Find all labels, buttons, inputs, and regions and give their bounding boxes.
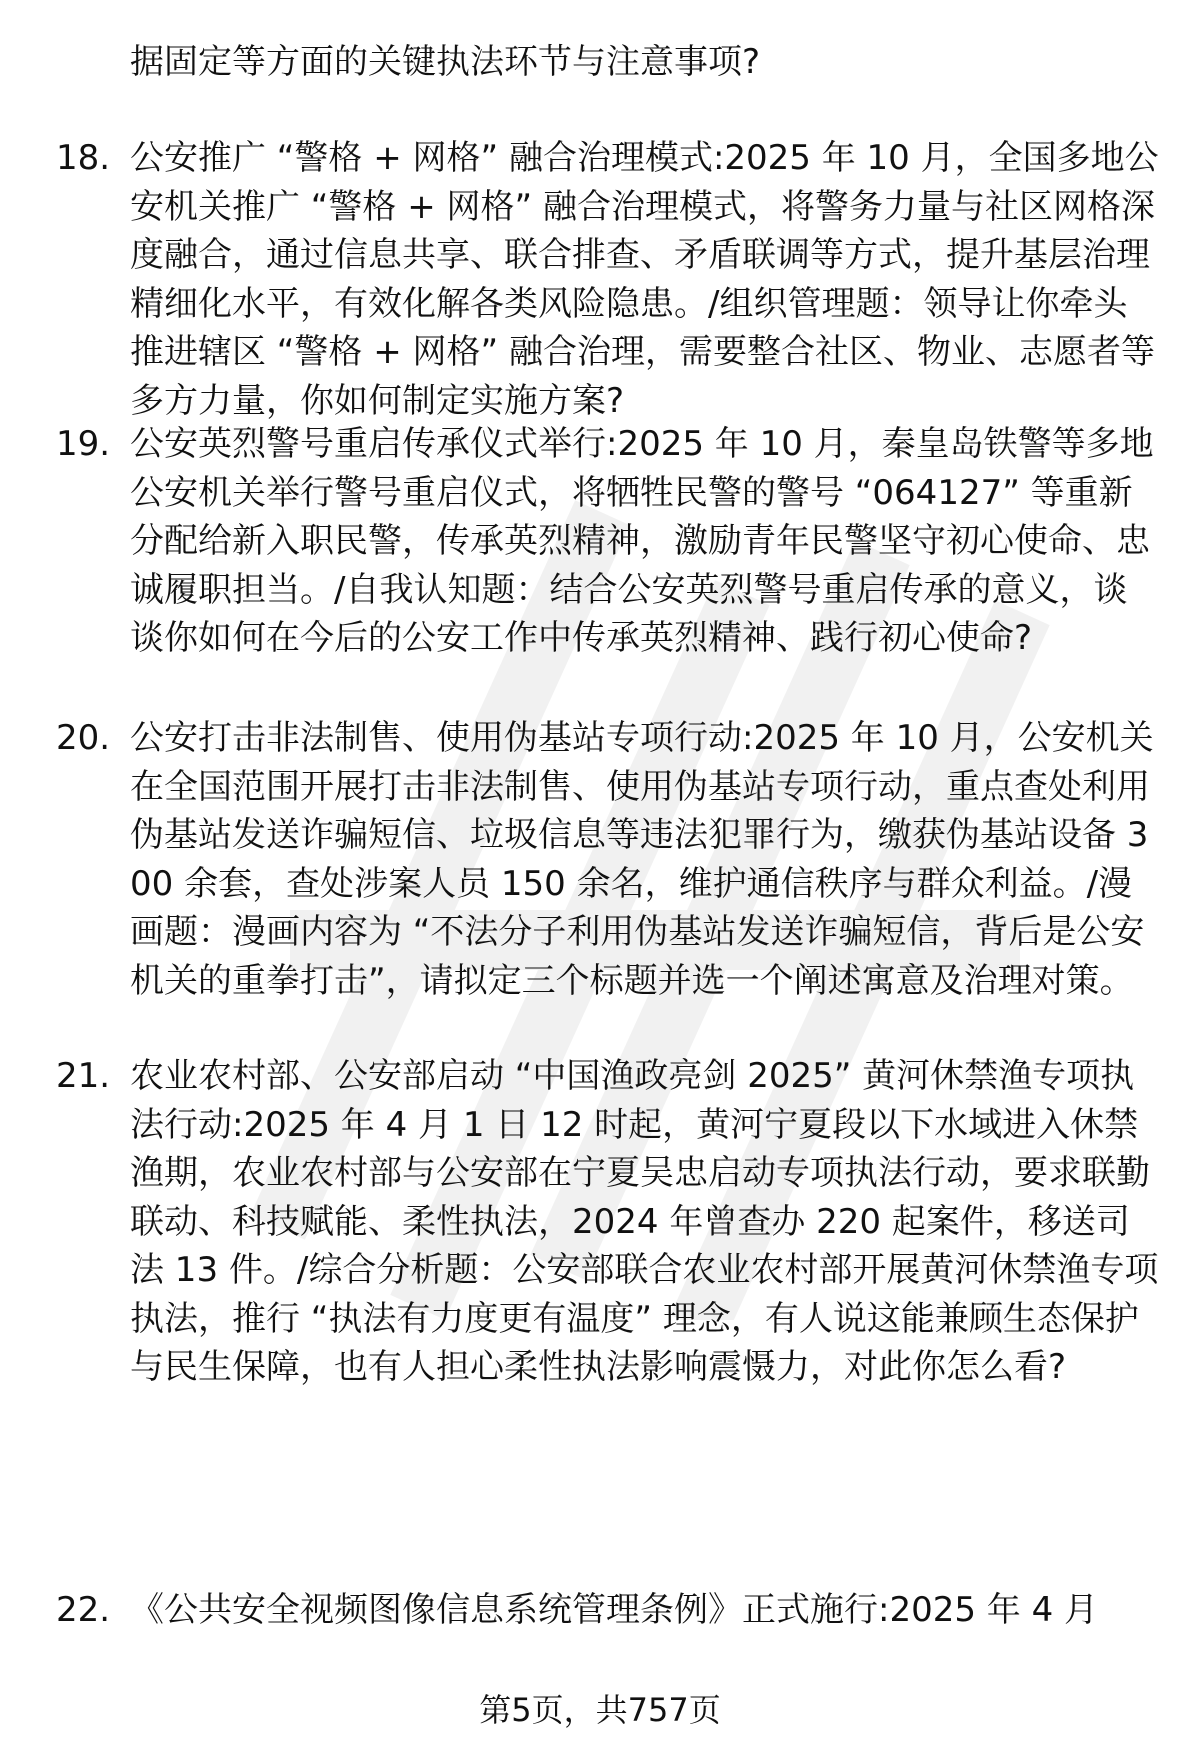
item-number: 22. (56, 1590, 111, 1630)
item-text: 《公共安全视频图像信息系统管理条例》正式施行:2025 年 4 月 (130, 1590, 1099, 1630)
page-footer: 第5页，共757页 (479, 1691, 721, 1729)
item-number: 20. (56, 718, 111, 758)
continued-question-text: 据固定等方面的关键执法环节与注意事项? (130, 42, 761, 82)
item-number: 19. (56, 424, 111, 464)
item-number: 18. (56, 138, 111, 178)
item-number: 21. (56, 1056, 111, 1096)
item-text: 公安推广 “警格 + 网格” 融合治理模式:2025 年 10 月，全国多地公安机关推广 “警格 + 网格” 融合治理模式，将警务力量与社区网格深度融合，通过信息共享、联合排查、矛盾联调等方式，提升基层治理精细化水平，有效化解各类风险隐患。/组织管理题：领导让你牵头推进辖区 “警格 + 网格” 融合治理，需要整合社区、物业、志愿者等多方力量，你如何制定实施方案? (130, 138, 1159, 421)
item-text: 农业农村部、公安部启动 “中国渔政亮剑 2025” 黄河休禁渔专项执法行动:2025 年 4 月 1 日 12 时起，黄河宁夏段以下水域进入休禁渔期，农业农村部与公安部在宁夏吴忠启动专项执法行动，要求联勤联动、科技赋能、柔性执法，2024 年曾查办 220 起案件，移送司法 13 件。/综合分析题：公安部联合农业农村部开展黄河休禁渔专项执法，推行 “执法有力度更有温度” 理念，有人说这能兼顾生态保护与民生保障，也有人担心柔性执法影响震慑力，对此你怎么看? (130, 1056, 1159, 1387)
item-text: 公安英烈警号重启传承仪式举行:2025 年 10 月，秦皇岛铁警等多地公安机关举行警号重启仪式，将牺牲民警的警号 “064127” 等重新分配给新入职民警，传承英烈精神，激励青年民警坚守初心使命、忠诚履职担当。/自我认知题：结合公安英烈警号重启传承的意义，谈谈你如何在今后的公安工作中传承英烈精神、践行初心使命? (130, 424, 1154, 658)
item-text: 公安打击非法制售、使用伪基站专项行动:2025 年 10 月，公安机关在全国范围开展打击非法制售、使用伪基站专项行动，重点查处利用伪基站发送诈骗短信、垃圾信息等违法犯罪行为，缴获伪基站设备 300 余套，查处涉案人员 150 余名，维护通信秩序与群众利益。/漫画题：漫画内容为 “不法分子利用伪基站发送诈骗短信，背后是公安机关的重拳打击”，请拟定三个标题并选一个阐述寓意及治理对策。 (130, 718, 1154, 1001)
